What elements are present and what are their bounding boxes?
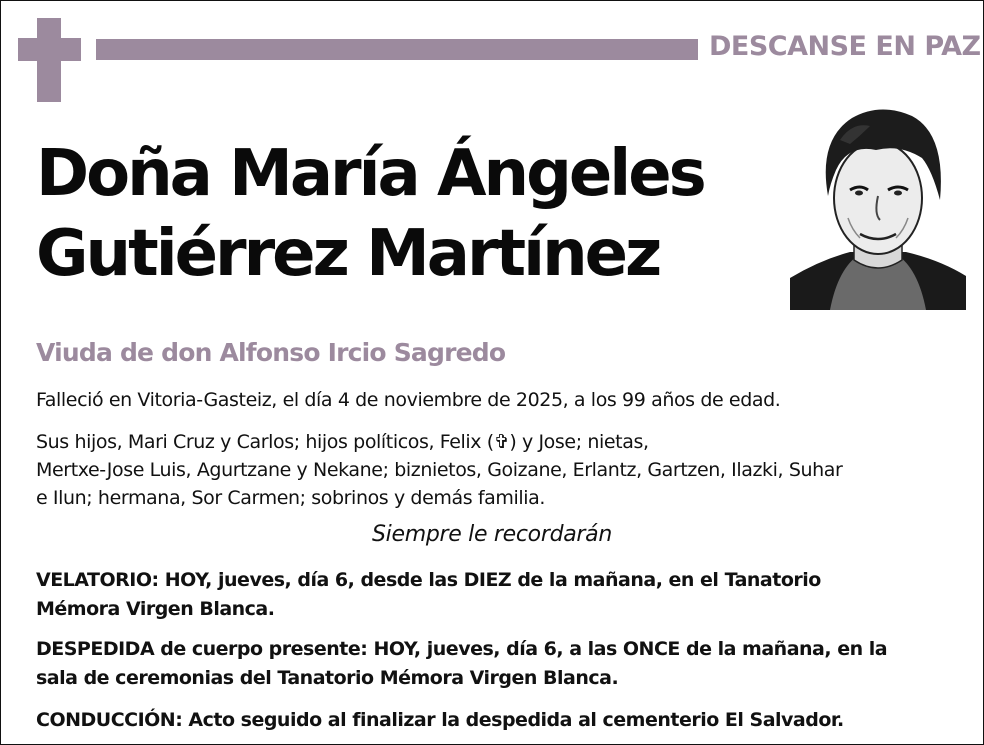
portrait-photo	[790, 100, 966, 310]
velatorio-line-1: VELATORIO: HOY, jueves, día 6, desde las DIEZ de la mañana, en el Tanatorio	[36, 569, 821, 591]
deceased-name	[36, 134, 704, 294]
family-line-1a: Sus hijos, Mari Cruz y Carlos; hijos políticos, Felix (	[36, 431, 494, 453]
death-text: Falleció en Vitoria-Gasteiz, el día 4 de noviembre de 2025, a los 99 años de edad.	[36, 389, 781, 411]
family-paragraph	[36, 428, 956, 512]
subtitle: Viuda de don Alfonso Ircio Sagredo	[36, 338, 506, 367]
velatorio-line-2: Mémora Virgen Blanca.	[36, 598, 275, 620]
name-line-2: Gutiérrez Martínez	[36, 217, 660, 291]
family-line-3: e Ilun; hermana, Sor Carmen; sobrinos y demás familia.	[36, 487, 546, 509]
header-bar	[96, 39, 698, 60]
cross-small-icon: ✞	[493, 431, 510, 453]
family-line-2: Mertxe-Jose Luis, Agurtzane y Nekane; biznietos, Goizane, Erlantz, Gartzen, Ilazki, Suhar	[36, 459, 843, 481]
rip-label: DESCANSE EN PAZ	[709, 31, 981, 62]
remember-text: Siempre le recordarán	[371, 522, 613, 547]
velatorio-text	[36, 566, 956, 624]
despedida-text	[36, 635, 956, 693]
family-line-1	[36, 428, 956, 456]
name-line-1: Doña María Ángeles	[36, 137, 704, 211]
family-line-1b: ) y Jose; nietas,	[509, 431, 649, 453]
conduccion-text: CONDUCCIÓN: Acto seguido al finalizar la despedida al cementerio El Salvador.	[36, 709, 844, 731]
despedida-line-1: DESPEDIDA de cuerpo presente: HOY, jueves, día 6, a las ONCE de la mañana, en la	[36, 638, 888, 660]
despedida-line-2: sala de ceremonias del Tanatorio Mémora Virgen Blanca.	[36, 667, 619, 689]
